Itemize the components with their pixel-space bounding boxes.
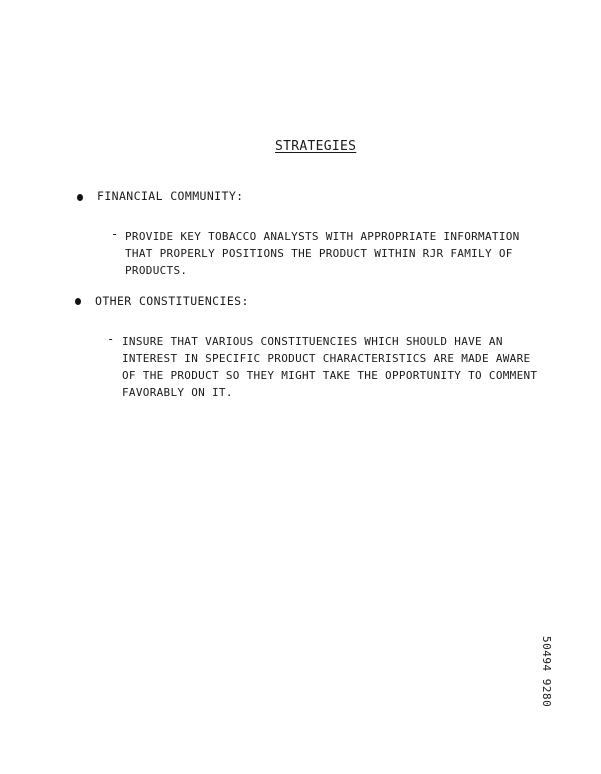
paragraph-line: INTEREST IN SPECIFIC PRODUCT CHARACTERISTICS ARE MADE AWARE	[122, 352, 531, 365]
bates-number: 50494 9280	[540, 636, 553, 708]
paragraph-line: THAT PROPERLY POSITIONS THE PRODUCT WITHIN RJR FAMILY OF	[125, 247, 513, 260]
item-dash: -	[107, 332, 115, 346]
bullet-other-constituencies	[75, 298, 81, 305]
paragraph-line: FAVORABLY ON IT.	[122, 386, 233, 399]
section-paragraph-financial-community	[125, 228, 520, 279]
paragraph-line: OF THE PRODUCT SO THEY MIGHT TAKE THE OPPORTUNITY TO COMMENT	[122, 369, 538, 382]
bullet-financial-community	[77, 194, 83, 201]
paragraph-line: PROVIDE KEY TOBACCO ANALYSTS WITH APPROPRIATE INFORMATION	[125, 230, 520, 243]
section-paragraph-other-constituencies	[122, 333, 537, 401]
page-heading: STRATEGIES	[275, 139, 357, 154]
item-dash: -	[111, 227, 119, 241]
section-title-financial-community: FINANCIAL COMMUNITY:	[97, 189, 244, 203]
paragraph-line: PRODUCTS.	[125, 264, 188, 277]
paragraph-line: INSURE THAT VARIOUS CONSTITUENCIES WHICH SHOULD HAVE AN	[122, 335, 503, 348]
section-title-other-constituencies: OTHER CONSTITUENCIES:	[95, 294, 249, 308]
bates-number-stamp	[537, 636, 557, 716]
